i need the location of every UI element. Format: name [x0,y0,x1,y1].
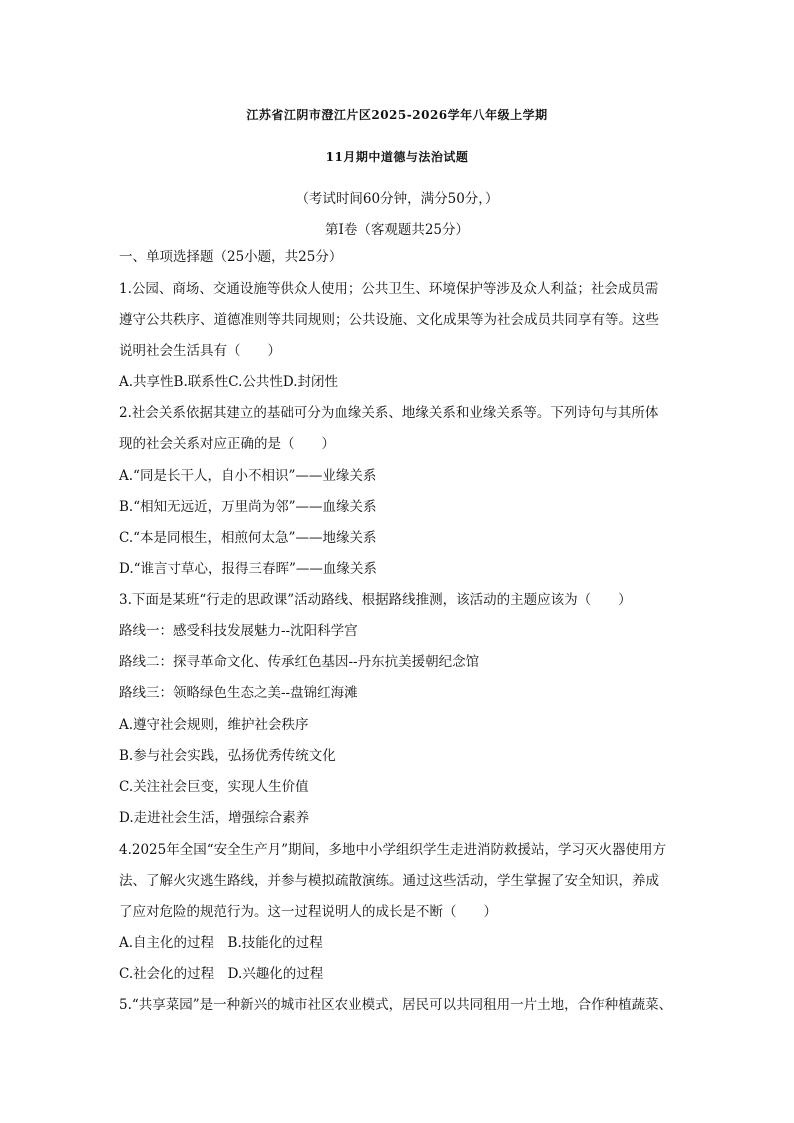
q3-option-d: D.走进社会生活，增强综合素养 [119,810,310,826]
q2-option-d: D.“谁言寸草心，报得三春晖”——血缘关系 [119,561,377,577]
q5-stem-line-1: 5.“共享菜园”是一种新兴的城市社区农业模式，居民可以共同租用一片土地，合作种植蔬菜、 [119,997,673,1013]
q3-route-2: 路线二：探寻革命文化、传承红色基因--丹东抗美援朝纪念馆 [119,654,480,670]
q1-stem-line-2: 遵守公共秩序、道德准则等共同规则；公共设施、文化成果等为社会成员共同享有等。这些 [119,312,659,328]
exam-info: （考试时间60分钟，满分50分，） [295,191,499,207]
exam-title-line-1: 江苏省江阴市澄江片区2025-2026学年八年级上学期 [246,108,548,122]
q1-options: A.共享性B.联系性C.公共性D.封闭性 [119,374,339,390]
q3-option-c: C.关注社会巨变，实现人生价值 [119,779,309,795]
q1-stem-line-1: 1.公园、商场、交通设施等供众人使用；公共卫生、环境保护等涉及众人利益；社会成员需 [119,281,659,297]
q4-options-row-1: A.自主化的过程 B.技能化的过程 [119,935,323,951]
q3-option-b: B.参与社会实践，弘扬优秀传统文化 [119,748,336,764]
q3-route-3: 路线三：领略绿色生态之美--盘锦红海滩 [119,685,358,701]
q4-options-row-2: C.社会化的过程 D.兴趣化的过程 [119,966,324,982]
volume-title: 第Ⅰ卷（客观题共25分） [324,222,469,238]
exam-title-line-2: 11月期中道德与法治试题 [325,150,469,164]
q3-route-1: 路线一：感受科技发展魅力--沈阳科学宫 [119,623,358,639]
q4-stem-line-2: 法、了解火灾逃生路线，并参与模拟疏散演练。通过这些活动，学生掌握了安全知识，养成 [119,873,659,889]
q3-stem-line-1: 3.下面是某班“行走的思政课”活动路线、根据路线推测，该活动的主题应该为（ ） [119,592,632,608]
q4-stem-line-3: 了应对危险的规范行为。这一过程说明人的成长是不断（ ） [119,904,497,920]
q1-stem-line-3: 说明社会生活具有（ ） [119,343,281,359]
q3-option-a: A.遵守社会规则，维护社会秩序 [119,717,309,733]
q2-stem-line-1: 2.社会关系依据其建立的基础可分为血缘关系、地缘关系和业缘关系等。下列诗句与其所体 [119,405,659,421]
q2-option-c: C.“本是同根生，相煎何太急”——地缘关系 [119,530,377,546]
q2-option-a: A.“同是长干人，自小不相识”——业缘关系 [119,468,377,484]
q4-stem-line-1: 4.2025年全国“安全生产月”期间，多地中小学组织学生走进消防救援站，学习灭火器使用方 [119,842,667,858]
part-one-heading: 一、单项选择题（25小题，共25分） [119,249,343,265]
q2-option-b: B.“相知无远近，万里尚为邻”——血缘关系 [119,499,377,515]
q2-stem-line-2: 现的社会关系对应正确的是（ ） [119,436,335,452]
